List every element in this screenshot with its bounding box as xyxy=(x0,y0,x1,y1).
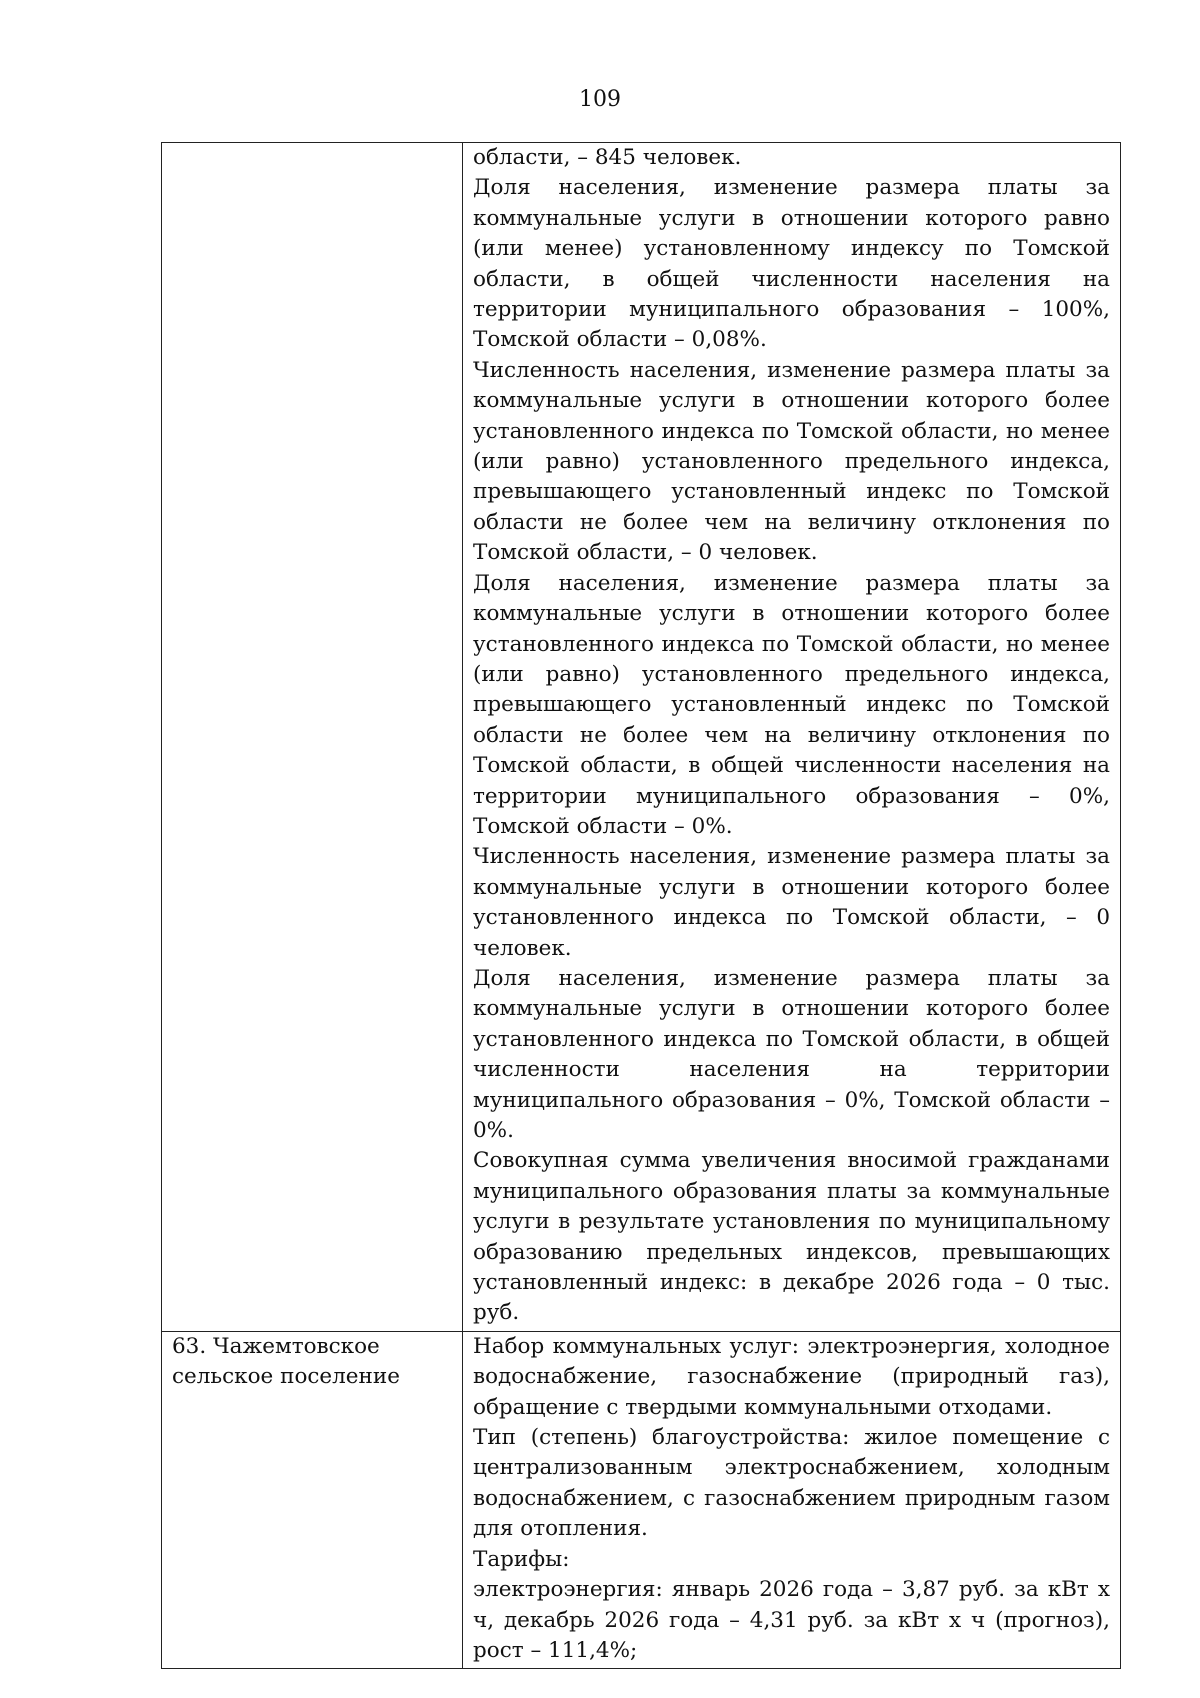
description-cell xyxy=(463,1331,1121,1668)
municipality-cell xyxy=(162,143,463,1332)
description-cell xyxy=(463,143,1121,1332)
paragraph: Доля населения, изменение размера платы за коммунальные услуги в отношении которого более установленного индекса по Томской области, но менее (или равно) установленного предельного индекса, превышающего установленный индекс по Томской области не более чем на величину отклонения по Томской области, в общей численности населения на территории муниципального образования – 0%, Томской области – 0%. xyxy=(473,570,1110,839)
paragraph: Тип (степень) благоустройства: жилое помещение с централизованным электроснабжением, холодным водоснабжением, с газоснабжением природным газом для отопления. xyxy=(473,1425,1110,1542)
table-row xyxy=(162,143,1121,1332)
paragraph: Численность населения, изменение размера платы за коммунальные услуги в отношении которого более установленного индекса по Томской области, – 0 человек. xyxy=(473,844,1110,961)
paragraph: электроэнергия: январь 2026 года – 3,87 руб. за кВт х ч, декабрь 2026 года – 4,31 руб. за кВт х ч (прогноз), рост – 111,4%; xyxy=(473,1577,1110,1663)
paragraph: Доля населения, изменение размера платы за коммунальные услуги в отношении которого более установленного индекса по Томской области, в общей численности населения на территории муниципального образования – 0%, Томской области – 0%. xyxy=(473,965,1110,1143)
paragraph: Численность населения, изменение размера платы за коммунальные услуги в отношении которого более установленного индекса по Томской области, но менее (или равно) установленного предельного индекса, превышающего установленный индекс по Томской области не более чем на величину отклонения по Томской области, – 0 человек. xyxy=(473,357,1110,566)
municipal-tariff-table xyxy=(161,142,1121,1669)
paragraph: Доля населения, изменение размера платы за коммунальные услуги в отношении которого равно (или менее) установленному индексу по Томской области, в общей численности населения на территории муниципального образования – 100%, Томской области – 0,08%. xyxy=(473,175,1110,353)
municipality-cell xyxy=(162,1331,463,1668)
paragraph: области, – 845 человек. xyxy=(473,145,742,170)
paragraph: Тарифы: xyxy=(473,1546,570,1572)
table-row xyxy=(162,1331,1121,1668)
page-number: 109 xyxy=(579,87,621,112)
paragraph: Совокупная сумма увеличения вносимой гражданами муниципального образования платы за коммунальные услуги в результате установления по муниципальному образованию предельных индексов, превышающих установленный индекс: в декабре 2026 года – 0 тыс. руб. xyxy=(473,1148,1110,1326)
paragraph: Набор коммунальных услуг: электроэнергия, холодное водоснабжение, газоснабжение (природный газ), обращение с твердыми коммунальными отходами. xyxy=(473,1333,1110,1420)
municipality-name: 63. Чажемтовское сельское поселение xyxy=(172,1333,400,1390)
